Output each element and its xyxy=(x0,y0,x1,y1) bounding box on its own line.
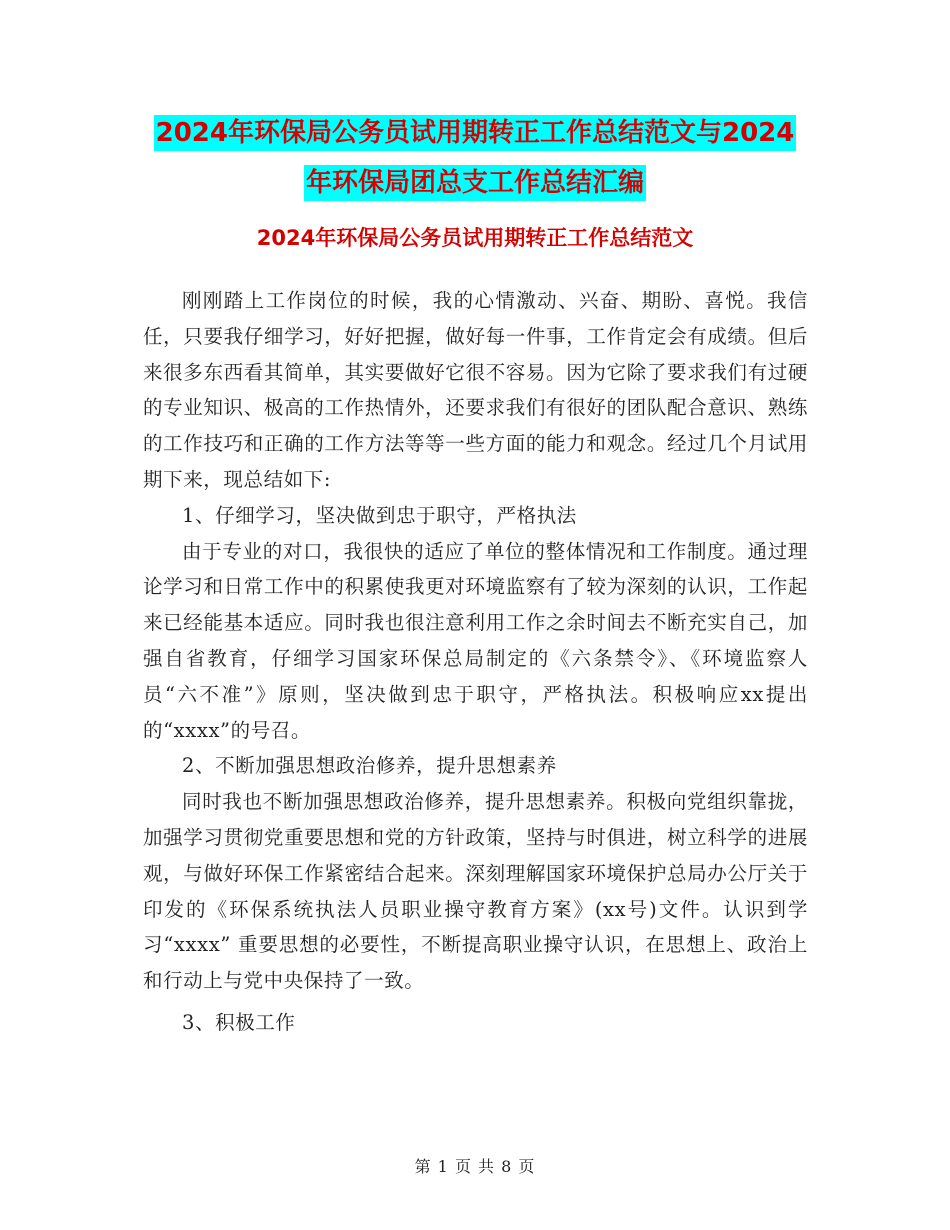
page-footer: 第 1 页 共 8 页 xyxy=(414,1157,536,1176)
paragraph-politics: 同时我也不断加强思想政治修养，提升思想素养。积极向党组织靠拢，加强学习贯彻党重要思想和党的方针政策，坚持与时俱进，树立科学的进展观，与做好环保工作紧密结合起来。深刻理解国家环境保护总局办公厅关于印发的《环保系统执法人员职业操守教育方案》(xx号)文件。认识到学习“xxxx” 重要思想的必要性，不断提高职业操守认识，在思想上、政治上和行动上与党中央保持了一致。 xyxy=(143,790,808,993)
document-title xyxy=(140,108,810,208)
paragraph-intro: 刚刚踏上工作岗位的时候，我的心情激动、兴奋、期盼、喜悦。我信任，只要我仔细学习，好好把握，做好每一件事，工作肯定会有成绩。但后来很多东西看其简单，其实要做好它很不容易。因为它除了要求我们有过硬的专业知识、极高的工作热情外，还要求我们有很好的团队配合意识、熟练的工作技巧和正确的工作方法等等一些方面的能力和观念。经过几个月试用期下来，现总结如下: xyxy=(143,289,808,491)
paragraph-heading-3: 3、积极工作 xyxy=(182,1010,296,1034)
paragraph-heading-1: 1、仔细学习，坚决做到忠于职守，严格执法 xyxy=(182,503,577,527)
document-title-line-1: 2024年环保局公务员试用期转正工作总结范文与2024 xyxy=(154,115,797,151)
paragraph-heading-2: 2、不断加强思想政治修养，提升思想素养 xyxy=(182,754,557,778)
paragraph-study: 由于专业的对口，我很快的适应了单位的整体情况和工作制度。通过理论学习和日常工作中的积累使我更对环境监察有了较为深刻的认识，工作起来已经能基本适应。同时我也很注意利用工作之余时间去不断充实自己，加强自省教育，仔细学习国家环保总局制定的《六条禁令》、《环境监察人员“六不准”》原则，坚决做到忠于职守，严格执法。积极响应xx提出的“xxxx”的号召。 xyxy=(143,539,808,742)
document-title-line-2: 年环保局团总支工作总结汇编 xyxy=(304,165,646,201)
section-title: 2024年环保局公务员试用期转正工作总结范文 xyxy=(256,226,694,250)
document-body xyxy=(143,283,808,1041)
